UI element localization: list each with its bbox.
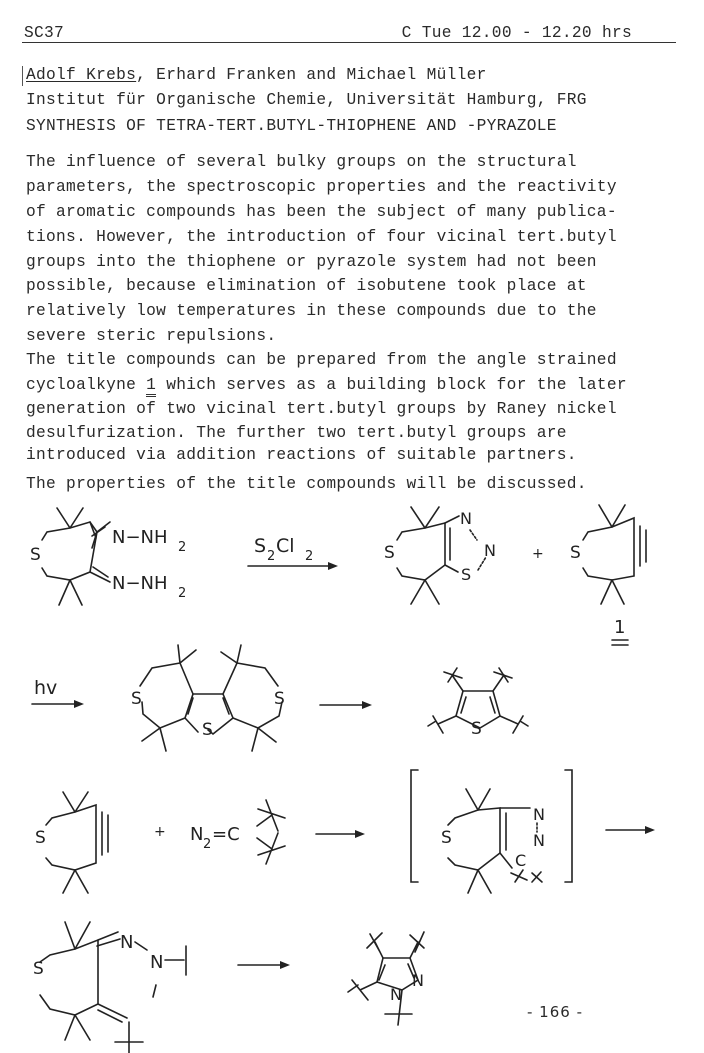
pyrazoline-intermediate-structure	[411, 770, 572, 893]
abstract-title: SYNTHESIS OF TETRA-TERT.BUTYL-THIOPHENE AND -PYRAZOLE	[26, 117, 557, 135]
atom-n: N	[533, 831, 545, 850]
cycloalkyne-1-structure	[570, 505, 646, 645]
cycloalkyne-reactant-structure	[35, 792, 108, 893]
atom-s: S	[461, 565, 472, 584]
thiadiazole-structure	[384, 507, 496, 604]
text-line: The title compounds can be prepared from the angle strained	[26, 351, 617, 369]
atom-n: N	[533, 805, 545, 824]
ring-sulfur: S	[384, 543, 395, 563]
atom-n: N	[460, 509, 472, 528]
text-line: of aromatic compounds has been the subject of many publica-	[26, 203, 617, 221]
thiophene-sulfur: S	[471, 719, 482, 739]
reagent-text: S	[254, 535, 267, 557]
diazepine-structure	[33, 922, 186, 1053]
ring-sulfur: S	[33, 959, 44, 979]
tetra-tert-butyl-thiophene-structure	[428, 668, 528, 739]
atom-n: N	[484, 541, 496, 560]
reaction-arrow-s2cl2	[248, 535, 338, 570]
text-line: groups into the thiophene or pyrazole system had not been	[26, 253, 597, 271]
bis-thiepane-thiophene-structure	[131, 645, 285, 751]
text-line: severe steric repulsions.	[26, 327, 277, 345]
atom-c: C	[515, 851, 527, 870]
atom-n: N	[390, 985, 402, 1004]
ring-sulfur: S	[131, 689, 142, 709]
ring-sulfur: S	[441, 828, 452, 848]
thiophene-sulfur: S	[202, 720, 213, 740]
reaction-arrow	[320, 701, 372, 709]
reagent-text: Cl	[276, 535, 295, 557]
reagent-sub: 2	[267, 549, 276, 564]
dihydrazone-structure	[30, 508, 186, 605]
abstract-code: SC37	[24, 24, 65, 42]
compound-ref: 1	[146, 376, 156, 397]
reaction-arrow	[238, 961, 290, 969]
co-authors: , Erhard Franken and Michael Müller	[136, 66, 487, 84]
ring-sulfur: S	[274, 689, 285, 709]
tetra-tert-butyl-pyrazole-structure	[348, 932, 424, 1025]
text-span: which serves as a building block for the later	[156, 376, 627, 394]
text-line: parameters, the spectroscopic properties and the reactivity	[26, 178, 617, 196]
presenting-author: Adolf Krebs	[26, 66, 137, 84]
atom-n: N	[120, 932, 134, 953]
subscript: 2	[203, 837, 212, 852]
page-number: - 166 -	[527, 1003, 583, 1021]
text-line: desulfurization. The further two tert.butyl groups are	[26, 424, 567, 442]
text-span: cycloalkyne	[26, 376, 147, 394]
text-line: introduced via addition reactions of suitable partners.	[26, 446, 577, 464]
subscript: 2	[178, 540, 187, 555]
diazoalkane-structure	[190, 800, 285, 864]
affiliation: Institut für Organische Chemie, Universität Hamburg, FRG	[26, 91, 587, 109]
reaction-arrow	[606, 826, 655, 834]
text-line: tions. However, the introduction of four vicinal tert.butyl	[26, 228, 617, 246]
reagent-sub: 2	[305, 549, 314, 564]
ring-sulfur: S	[30, 545, 41, 565]
atom-c: =C	[212, 824, 240, 845]
reagent-text: hv	[34, 677, 58, 699]
atom-n: N	[150, 952, 164, 973]
ring-sulfur: S	[570, 543, 581, 563]
subscript: 2	[178, 586, 187, 601]
atom-n: N	[412, 971, 424, 990]
atom-n: N	[190, 824, 204, 845]
paragraph-conclusion: The properties of the title compounds will be discussed.	[26, 475, 587, 493]
ring-sulfur: S	[35, 828, 46, 848]
reaction-arrow	[316, 830, 365, 838]
session-time: C Tue 12.00 - 12.20 hrs	[401, 24, 632, 42]
text-line: possible, because elimination of isobutene took place at	[26, 277, 587, 295]
plus-sign: +	[154, 824, 166, 840]
hydrazone-label: N−NH	[112, 573, 168, 594]
photolysis-arrow	[32, 677, 84, 708]
text-line: The influence of several bulky groups on the structural	[26, 153, 577, 171]
hydrazone-label: N−NH	[112, 527, 168, 548]
compound-number: 1	[614, 617, 626, 638]
text-line: generation of two vicinal tert.butyl groups by Raney nickel	[26, 400, 617, 418]
plus-sign: +	[532, 546, 544, 562]
text-line: relatively low temperatures in these compounds due to the	[26, 302, 597, 320]
